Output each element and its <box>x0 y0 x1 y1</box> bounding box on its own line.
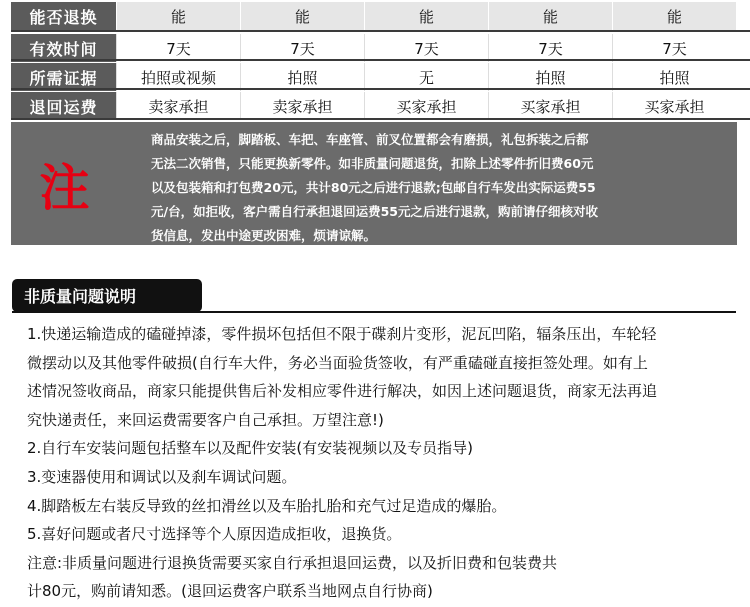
table-cell: 拍照 <box>240 63 364 91</box>
notice-line: 元/台，如拒收，客户需自行承担退回运费55元之后进行退款，购前请仔细核对收 <box>151 204 598 219</box>
body-line: 计80元，购前请知悉。(退回运费客户联系当地网点自行协商) <box>27 582 433 601</box>
table-cell: 买家承担 <box>488 92 612 120</box>
body-line: 4.脚踏板左右装反导致的丝扣滑丝以及车胎扎胎和充气过足造成的爆胎。 <box>27 496 507 515</box>
table-row-return-shipping <box>11 92 736 120</box>
row-label: 所需证据 <box>11 63 116 91</box>
body-line: 究快递责任，来回运费需要客户自己承担。万望注意!) <box>27 410 384 429</box>
table-cell: 7天 <box>612 34 736 62</box>
table-cell: 买家承担 <box>364 92 488 120</box>
notice-line: 以及包装箱和打包费20元，共计80元之后进行退款;包邮自行车发出实际运费55 <box>151 180 596 195</box>
notice-line: 货信息，发出中途更改困难，烦请谅解。 <box>151 228 377 243</box>
body-line: 3.变速器使用和调试以及刹车调试问题。 <box>27 467 297 486</box>
row-divider <box>11 30 750 32</box>
notice-line: 商品安装之后，脚踏板、车把、车座管、前叉位置都会有磨损，礼包拆装之后都 <box>151 132 589 147</box>
table-cell: 能 <box>364 2 488 30</box>
table-cell: 能 <box>612 2 736 30</box>
body-line: 微摆动以及其他零件破损(自行车大件，务必当面验货签收，有严重磕碰直接拒签处理。如有上 <box>27 353 648 372</box>
table-row-returnable <box>11 2 736 30</box>
row-label: 能否退换 <box>11 2 116 30</box>
table-cell: 能 <box>116 2 240 30</box>
body-line: 2.自行车安装问题包括整车以及配件安装(有安装视频以及专员指导) <box>27 439 474 458</box>
table-cell: 买家承担 <box>612 92 736 120</box>
table-cell: 7天 <box>116 34 240 62</box>
table-cell: 无 <box>364 63 488 91</box>
row-divider <box>11 118 750 120</box>
table-cell: 拍照或视频 <box>116 63 240 91</box>
table-cell: 拍照 <box>612 63 736 91</box>
table-cell: 7天 <box>488 34 612 62</box>
notice-mark: 注 <box>39 158 90 217</box>
row-label: 有效时间 <box>11 34 116 62</box>
row-divider <box>11 88 750 90</box>
section-title: 非质量问题说明 <box>12 279 202 312</box>
row-label: 退回运费 <box>11 92 116 120</box>
table-cell: 卖家承担 <box>116 92 240 120</box>
notice-line: 无法二次销售，只能更换新零件。如非质量问题退货，扣除上述零件折旧费60元 <box>151 156 594 171</box>
table-cell: 能 <box>488 2 612 30</box>
body-line: 注意:非质量问题进行退换货需要买家自行承担退回运费，以及折旧费和包装费共 <box>27 553 558 572</box>
notice-box <box>11 122 737 245</box>
table-cell: 拍照 <box>488 63 612 91</box>
body-line: 5.喜好问题或者尺寸选择等个人原因造成拒收，退换货。 <box>27 525 402 544</box>
body-line: 1.快递运输造成的磕碰掉漆，零件损坏包括但不限于碟刹片变形，泥瓦凹陷，辐条压出，车轮轻 <box>27 325 657 343</box>
table-cell: 7天 <box>240 34 364 62</box>
table-cell: 能 <box>240 2 364 30</box>
table-cell: 7天 <box>364 34 488 62</box>
notice-text <box>151 128 671 248</box>
table-row-valid-period <box>11 34 736 62</box>
table-row-evidence <box>11 63 736 91</box>
row-divider <box>11 59 750 61</box>
section-underline <box>12 311 736 313</box>
table-cell: 卖家承担 <box>240 92 364 120</box>
body-line: 述情况签收商品，商家只能提供售后补发相应零件进行解决，如因上述问题退货，商家无法再追 <box>27 382 658 401</box>
section-body <box>27 320 727 606</box>
